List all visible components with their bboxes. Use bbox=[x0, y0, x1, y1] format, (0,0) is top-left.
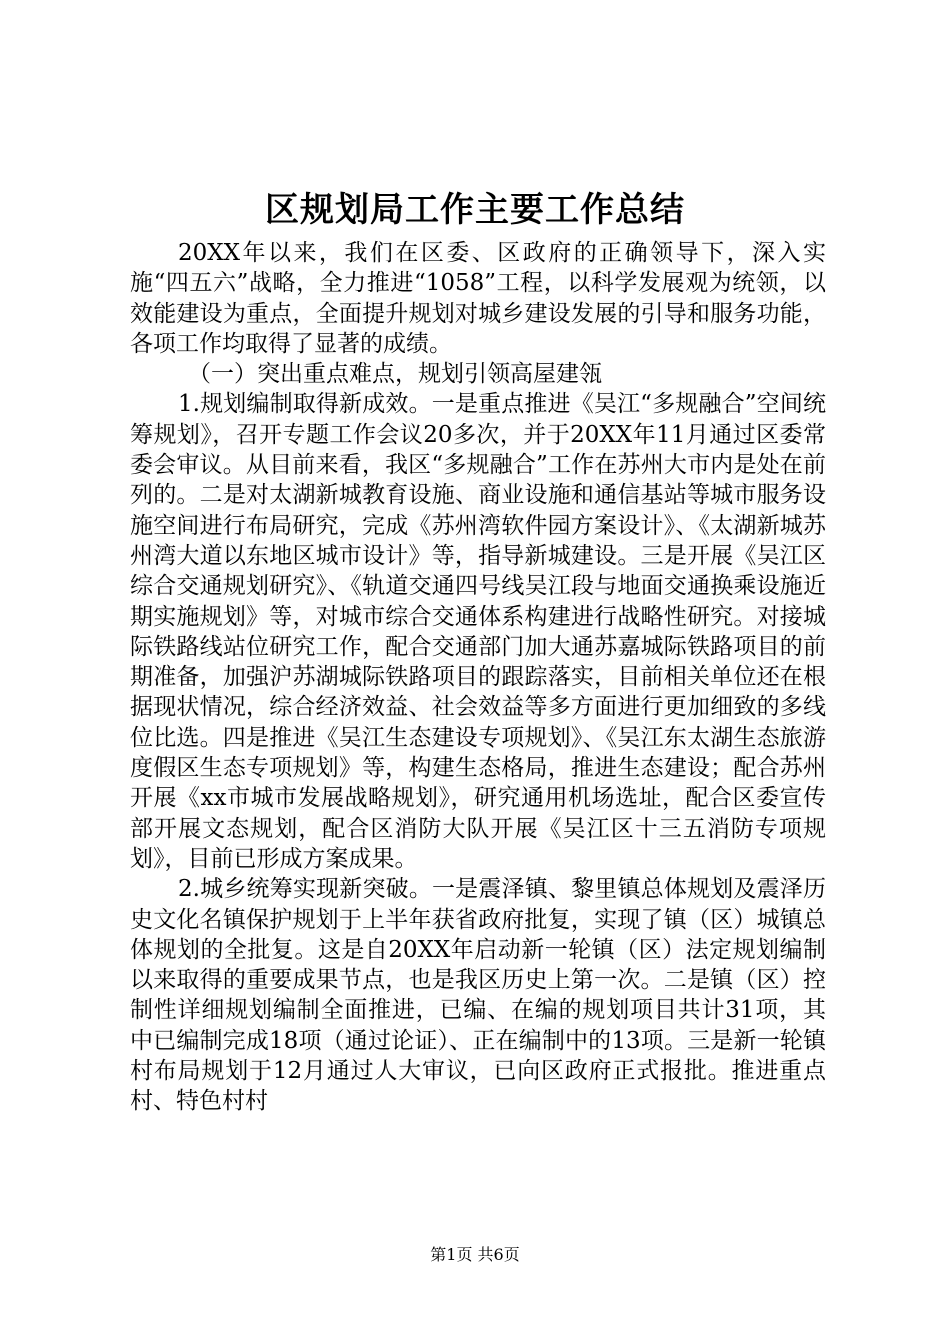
page-footer: 第1页 共6页 bbox=[430, 1245, 520, 1264]
paragraph-urban-rural: 2.城乡统筹实现新突破。一是震泽镇、黎里镇总体规划及震泽历史文化名镇保护规划于上半年获省政府批复，实现了镇（区）城镇总体规划的全批复。这是自20XX年启动新一轮镇（区）法定规划编制以来取得的重要成果节点，也是我区历史上第一次。二是镇（区）控制性详细规划编制全面推进，已编、在编的规划项目共计31项，其中已编制完成18项（通过论证）、正在编制中的13项。三是新一轮镇村布局规划于12月通过人大审议，已向区政府正式报批。推进重点村、特色村村 bbox=[130, 876, 826, 1115]
paragraph-intro: 20XX年以来，我们在区委、区政府的正确领导下，深入实施“四五六”战略，全力推进“1058”工程，以科学发展观为统领，以效能建设为重点，全面提升规划对城乡建设发展的引导和服务功能，各项工作均取得了显著的成绩。 bbox=[130, 240, 826, 357]
paragraph-planning: 1.规划编制取得新成效。一是重点推进《吴江“多规融合”空间统筹规划》，召开专题工作会议20多次，并于20XX年11月通过区委常委会审议。从目前来看，我区“多规融合”工作在苏州大市内是处在前列的。二是对太湖新城教育设施、商业设施和通信基站等城市服务设施空间进行布局研究，完成《苏州湾软件园方案设计》、《太湖新城苏州湾大道以东地区城市设计》等，指导新城建设。三是开展《吴江区综合交通规划研究》、《轨道交通四号线吴江段与地面交通换乘设施近期实施规划》等，对城市综合交通体系构建进行战略性研究。对接城际铁路线站位研究工作，配合交通部门加大通苏嘉城际铁路项目的前期准备，加强沪苏湖城际铁路项目的跟踪落实，目前相关单位还在根据现状情况，综合经济效益、社会效益等多方面进行更加细致的多线位比选。四是推进《吴江生态建设专项规划》、《吴江东太湖生态旅游度假区生态专项规划》等，构建生态格局，推进生态建设；配合苏州开展《xx市城市发展战略规划》，研究通用机场选址，配合区委宣传部开展文态规划，配合区消防大队开展《吴江区十三五消防专项规划》，目前已形成方案成果。 bbox=[130, 391, 826, 872]
document-title: 区规划局工作主要工作总结 bbox=[265, 190, 685, 230]
section-heading-1: （一）突出重点难点，规划引领高屋建瓴 bbox=[188, 361, 602, 388]
document-body bbox=[130, 238, 826, 1117]
